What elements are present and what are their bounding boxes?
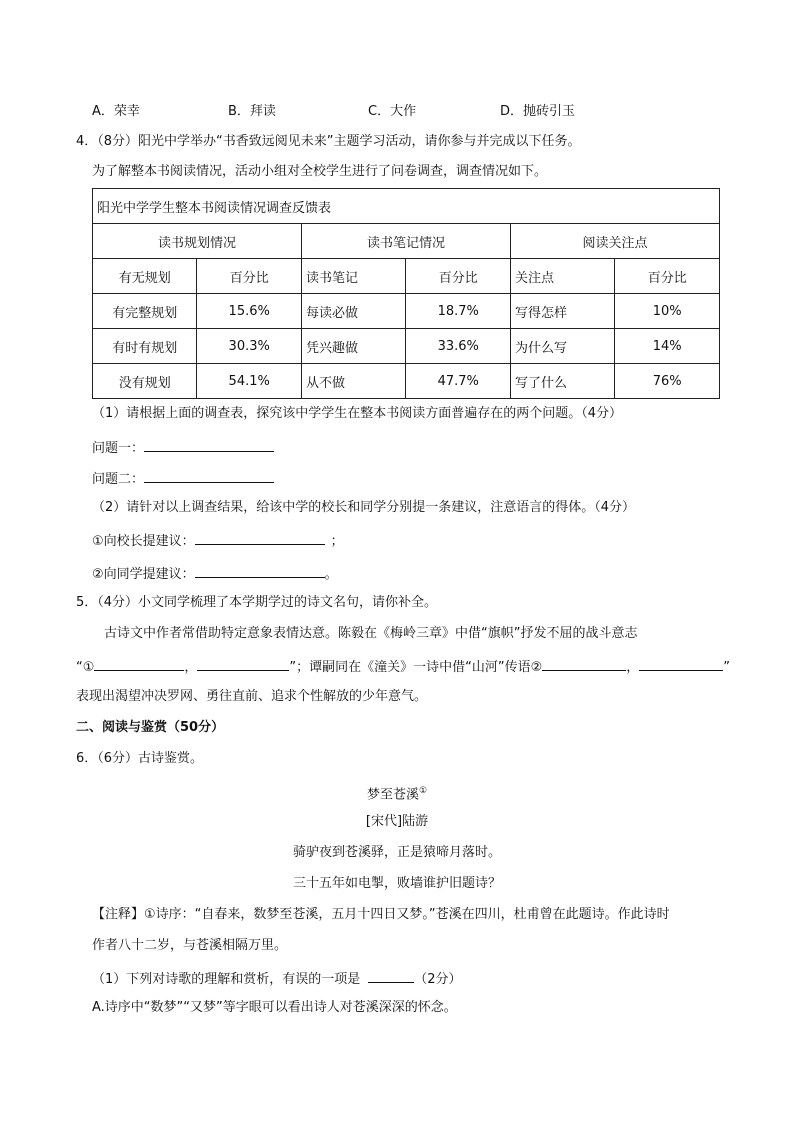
table-group-header: 读书规划情况 bbox=[93, 224, 302, 259]
option-c: C．大作 bbox=[368, 104, 417, 119]
q5-line2 bbox=[76, 656, 730, 677]
poem-title-text: 梦至苍溪 bbox=[366, 787, 419, 803]
q5-line2-close: ” bbox=[723, 660, 731, 675]
table-cell: 为什么写 bbox=[511, 329, 615, 364]
q6-sub1 bbox=[92, 968, 462, 989]
table-subheader: 百分比 bbox=[615, 259, 720, 294]
poem-note-line-2: 作者八十二岁，与苍溪相隔万里。 bbox=[92, 938, 288, 953]
table-cell: 30.3% bbox=[197, 329, 302, 364]
table-cell: 每读必做 bbox=[302, 294, 406, 329]
q6-sub1-text: （1）下列对诗歌的理解和赏析，有误的一项是 bbox=[92, 972, 361, 987]
q5-line2-comma-2: ， bbox=[626, 660, 640, 675]
advice1-label: ①向校长提建议： bbox=[92, 534, 195, 549]
table-cell: 47.7% bbox=[406, 364, 511, 399]
advice2-blank[interactable] bbox=[195, 563, 325, 578]
q6-sub1-blank[interactable] bbox=[368, 968, 414, 983]
table-cell: 10% bbox=[615, 294, 720, 329]
q4-sub1: （1）请根据上面的调查表，探究该中学学生在整本书阅读方面普遍存在的两个问题。（4分） bbox=[92, 406, 623, 421]
poem-blank-1[interactable] bbox=[94, 656, 184, 671]
q6-header: 6．（6分）古诗鉴赏。 bbox=[76, 751, 204, 766]
table-subheader: 百分比 bbox=[197, 259, 302, 294]
table-cell: 写得怎样 bbox=[511, 294, 615, 329]
table-cell: 有时有规划 bbox=[93, 329, 197, 364]
table-cell: 有完整规划 bbox=[93, 294, 197, 329]
table-cell: 没有规划 bbox=[93, 364, 197, 399]
option-b: B．拜读 bbox=[228, 104, 276, 119]
table-title: 阳光中学学生整本书阅读情况调查反馈表 bbox=[93, 189, 720, 224]
table-group-header: 阅读关注点 bbox=[511, 224, 720, 259]
poem-blank-2[interactable] bbox=[197, 656, 289, 671]
problem2-blank[interactable] bbox=[144, 468, 274, 483]
table-cell: 写了什么 bbox=[511, 364, 615, 399]
advice2-end: 。 bbox=[324, 567, 338, 582]
poem-note-line-1: 【注释】①诗序：“自春来，数梦至苍溪，五月十四日又梦。”苍溪在四川，杜甫曾在此题诗。作此诗时 bbox=[92, 907, 670, 922]
option-d: D．抛砖引玉 bbox=[500, 104, 576, 119]
poem-verse-2: 三十五年如电掣，败墙谁护旧题诗？ bbox=[292, 876, 501, 891]
q4-intro: 为了解整本书阅读情况，活动小组对全校学生进行了问卷调查，调查情况如下。 bbox=[92, 164, 548, 179]
survey-table bbox=[92, 188, 720, 399]
q5-line2-middle: ”；谭嗣同在《潼关》一诗中借“山河”传语② bbox=[289, 660, 543, 675]
table-row bbox=[93, 294, 720, 329]
table-cell: 从不做 bbox=[302, 364, 406, 399]
table-subheader: 关注点 bbox=[511, 259, 615, 294]
q5-line1: 古诗文中作者常借助特定意象表情达意。陈毅在《梅岭三章》中借“旗帜”抒发不屈的战斗意志 bbox=[104, 626, 638, 641]
problem1-label: 问题一： bbox=[92, 441, 145, 456]
q5-header: 5．（4分）小文同学梳理了本学期学过的诗文名句，请你补全。 bbox=[76, 595, 438, 610]
advice1-blank[interactable] bbox=[195, 530, 325, 545]
table-subheader: 读书笔记 bbox=[302, 259, 406, 294]
advice2-row bbox=[92, 563, 338, 584]
poem-blank-3[interactable] bbox=[542, 656, 626, 671]
q6-option-a: A.诗序中“数梦”“又梦”等字眼可以看出诗人对苍溪深深的怀念。 bbox=[92, 1000, 457, 1015]
advice2-label: ②向同学提建议： bbox=[92, 567, 195, 582]
problem1-row bbox=[92, 437, 274, 458]
q4-header: 4．（8分）阳光中学举办“书香致远阅见未来”主题学习活动，请你参与并完成以下任务。 bbox=[76, 134, 581, 149]
table-subheader: 有无规划 bbox=[93, 259, 197, 294]
q5-line2-prefix: “① bbox=[76, 660, 95, 675]
table-cell: 15.6% bbox=[197, 294, 302, 329]
table-cell: 33.6% bbox=[406, 329, 511, 364]
table-row bbox=[93, 329, 720, 364]
table-cell: 凭兴趣做 bbox=[302, 329, 406, 364]
table-cell: 54.1% bbox=[197, 364, 302, 399]
poem-blank-4[interactable] bbox=[639, 656, 723, 671]
q4-sub2: （2）请针对以上调查结果，给该中学的校长和同学分别提一条建议，注意语言的得体。（4分） bbox=[92, 500, 636, 515]
table-cell: 14% bbox=[615, 329, 720, 364]
problem2-row bbox=[92, 468, 274, 489]
table-cell: 18.7% bbox=[406, 294, 511, 329]
poem-title bbox=[0, 782, 794, 804]
table-row bbox=[93, 364, 720, 399]
poem-title-footnote-mark: ① bbox=[418, 786, 428, 796]
problem2-label: 问题二： bbox=[92, 472, 145, 487]
q6-sub1-score: （2分） bbox=[414, 972, 462, 987]
table-cell: 76% bbox=[615, 364, 720, 399]
section-heading: 二、阅读与鉴赏（50分） bbox=[76, 720, 225, 735]
table-subheader: 百分比 bbox=[406, 259, 511, 294]
advice1-end: ； bbox=[330, 534, 344, 549]
advice1-row bbox=[92, 530, 344, 551]
option-a: A．荣幸 bbox=[92, 104, 140, 119]
poem-verse-1: 骑驴夜到苍溪驿，正是猿啼月落时。 bbox=[292, 845, 501, 860]
problem1-blank[interactable] bbox=[144, 437, 274, 452]
q5-line2-comma: ， bbox=[184, 660, 198, 675]
table-group-header: 读书笔记情况 bbox=[302, 224, 511, 259]
poem-author: [宋代]陆游 bbox=[365, 814, 429, 829]
q5-line3: 表现出渴望冲决罗网、勇往直前、追求个性解放的少年意气。 bbox=[76, 689, 428, 704]
